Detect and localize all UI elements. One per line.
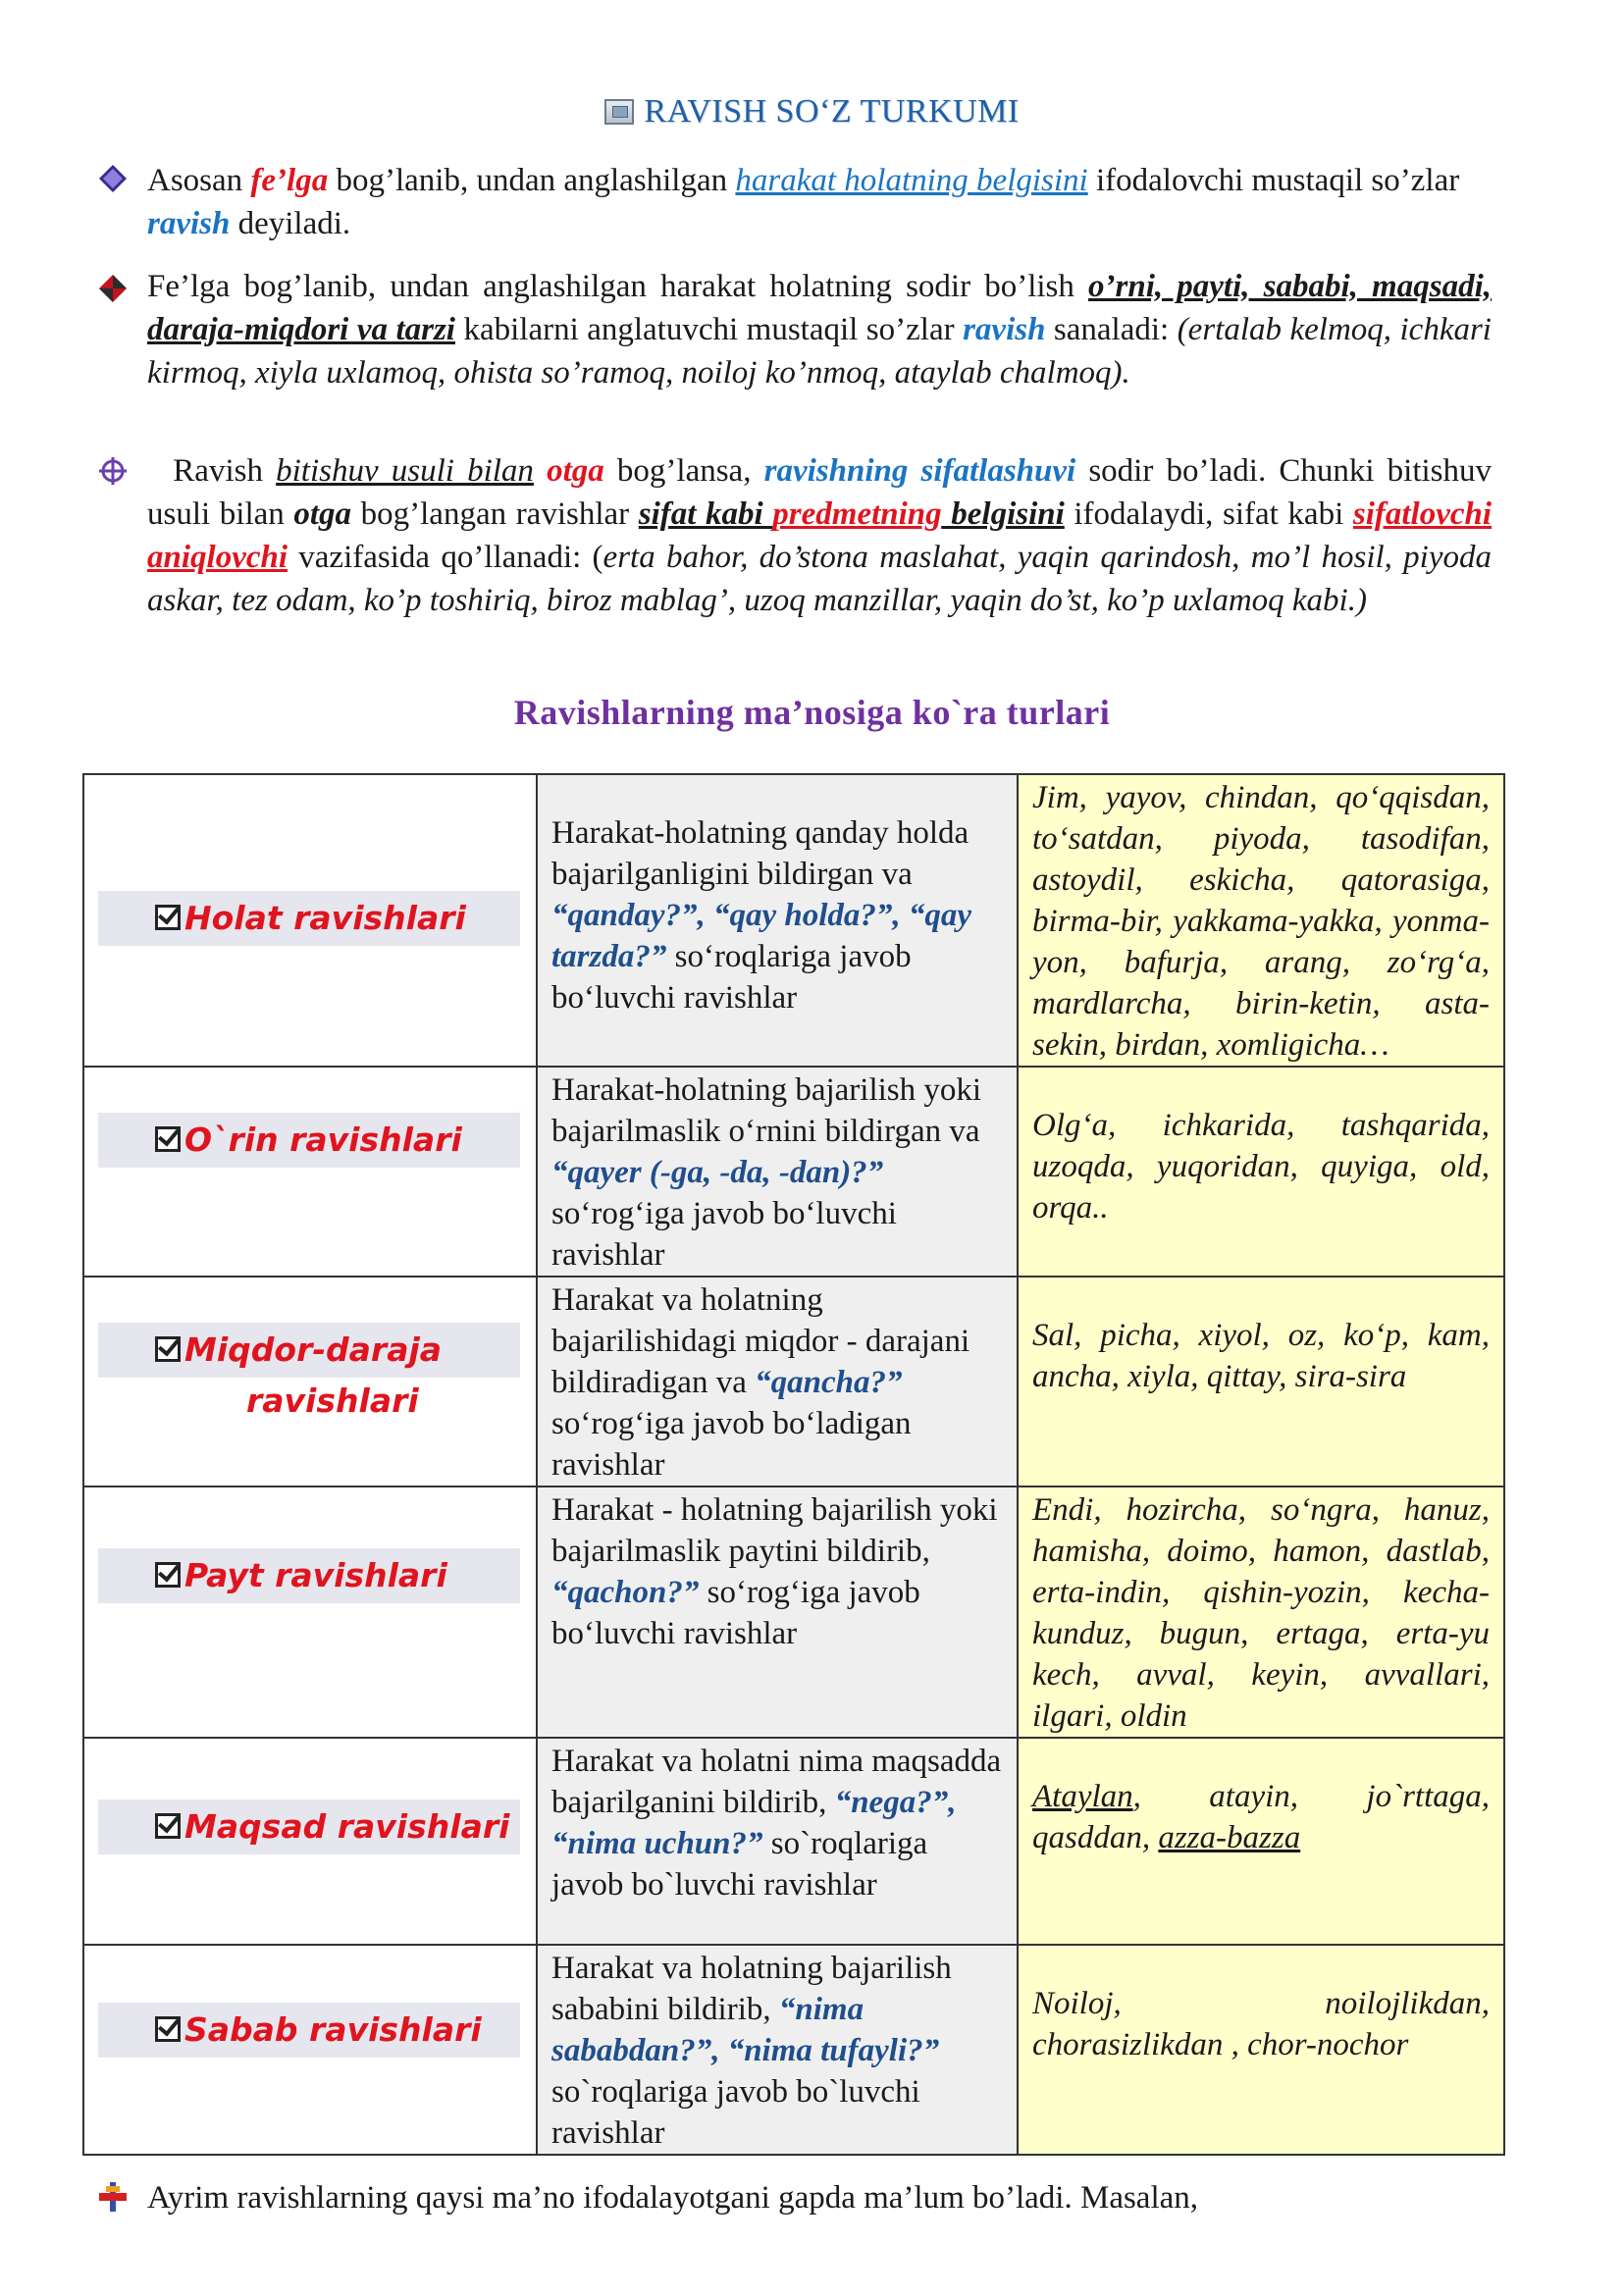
emphasis-otga-2: otga	[293, 496, 352, 532]
description-text: so`roqlariga javob bo`luvchi ravishlar	[551, 1826, 928, 1903]
type-label	[98, 1548, 520, 1603]
type-label-text: Sabab ravishlari	[184, 2010, 482, 2049]
ravish-types-table	[82, 773, 1505, 2156]
examples-text: Noiloj, noilojlikdan, chorasizlikdan , chor-nochor	[1032, 1986, 1490, 2062]
type-label-text: Maqsad ravishlari	[184, 1807, 510, 1846]
type-label	[98, 891, 520, 946]
table-row	[83, 1738, 1504, 1945]
text: deyiladi.	[230, 206, 351, 241]
emphasis-otga: otga	[547, 453, 604, 489]
crosshair-bullet-icon	[96, 454, 130, 488]
text: Fe’lga bog’lanib, undan anglashilgan harakat holatning sodir bo’lish	[147, 269, 1089, 304]
description-text: so‘roqlariga javob bo‘luvchi ravishlar	[551, 939, 912, 1016]
type-label	[98, 2003, 520, 2058]
checkbox-icon	[155, 1336, 181, 1362]
checkbox-icon	[155, 1126, 181, 1152]
question-text: “qayer (-ga, -da, -dan)?”	[551, 1155, 884, 1190]
table-heading: Ravishlarning ma’nosiga ko`ra turlari	[513, 693, 1111, 732]
type-label-text: Holat ravishlari	[184, 899, 466, 937]
description-text: Harakat va holatning bajarilish sababini bildirib,	[551, 1951, 952, 2027]
description-text: so‘rog‘iga javob bo‘luvchi ravishlar	[551, 1196, 897, 1273]
description-text: Harakat-holatning bajarilish yoki bajarilmaslik o‘rnini bildirgan va	[551, 1072, 982, 1149]
text: ifodalovchi mustaqil so’zlar	[1087, 163, 1460, 198]
text: Asosan	[147, 163, 243, 198]
diamond-bullet-icon	[96, 162, 130, 195]
emphasis-felga: fe’lga	[250, 163, 329, 198]
description-cell	[537, 1067, 1018, 1277]
text: sanaladi:	[1045, 312, 1178, 347]
text: bog’lanib, undan anglashilgan	[328, 163, 736, 198]
text: bog’lansa,	[603, 453, 764, 489]
emphasis-sifatlashuv: ravishning sifatlashuvi	[763, 453, 1076, 489]
question-text: “qachon?”	[551, 1575, 700, 1610]
question-text: “nima sababdan?”, “nima tufayli?”	[551, 1992, 940, 2068]
type-cell	[83, 1067, 537, 1277]
question-text: “nega?”, “nima uchun?”	[551, 1785, 957, 1861]
footer-paragraph: Ayrim ravishlarning qaysi ma’no ifodalayotgani gapda ma’lum bo’ladi. Masalan,	[147, 2180, 1199, 2216]
table-row	[83, 1945, 1504, 2155]
example-ataylan-link[interactable]: Ataylan	[1032, 1779, 1133, 1814]
table-row	[83, 1067, 1504, 1277]
type-label	[98, 1323, 520, 1378]
emphasis-categories: o’rni, payti, sababi, maqsadi, daraja-miqdori va tarzi	[147, 269, 1492, 347]
description-cell	[537, 1945, 1018, 2155]
examples-text: Endi, hozircha, so‘ngra, hanuz, hamisha, doimo, hamon, dastlab, erta-indin, qishin-yozin, kecha-kunduz, bugun, ertaga, erta-yu kech, avval, keyin, avvallari, ilgari, oldin	[1032, 1492, 1490, 1734]
emphasis-predmetning: predmetning	[772, 496, 942, 532]
emphasis-belgisini: belgisini	[941, 496, 1065, 532]
description-cell	[537, 1487, 1018, 1738]
explanation-paragraph	[147, 265, 1492, 394]
type-label-text: Miqdor-daraja	[184, 1330, 443, 1369]
examples-cell	[1018, 1738, 1504, 1945]
book-icon	[604, 99, 634, 125]
description-text: Harakat - holatning bajarilish yoki bajarilmaslik paytini bildirib,	[551, 1492, 998, 1569]
description-text: Harakat va holatning bajarilishidagi miqdor - darajani bildiradigan va	[551, 1282, 970, 1400]
checkbox-icon	[155, 905, 181, 930]
type-label-text: O`rin ravishlari	[184, 1121, 462, 1159]
harakat-holatning-belgisini-link[interactable]: harakat holatning belgisini	[735, 163, 1088, 198]
type-label	[98, 1799, 520, 1854]
text: vazifasida qo’llanadi: (	[288, 540, 603, 575]
examples-cell	[1018, 1277, 1504, 1487]
text: Ravish	[173, 453, 277, 489]
question-text: “qanday?”, “qay holda?”, “qay tarzda?”	[551, 898, 972, 974]
description-cell	[537, 774, 1018, 1067]
examples-text: Jim, yayov, chindan, qo‘qqisdan, to‘satdan, piyoda, tasodifan, astoydil, eskicha, qatorasiga, birma-bir, yakkama-yakka, yonma-yon, bafurja, arang, zo‘rg‘a, mardlarcha, birin-ketin, asta-sekin, birdan, xomligicha…	[1032, 780, 1490, 1063]
table-row	[83, 1487, 1504, 1738]
examples-cell	[1018, 774, 1504, 1067]
checkbox-icon	[155, 1813, 181, 1839]
description-text: Harakat-holatning qanday holda bajarilganligini bildirgan va	[551, 815, 969, 892]
text: bog’langan ravishlar	[351, 496, 639, 532]
emphasis-ravish: ravish	[963, 312, 1046, 347]
examples-text: erta bahor, do’stona maslahat, yaqin qarindosh, mo’l hosil, piyoda askar, tez odam, ko’p toshiriq, biroz mablag’, uzoq manzillar, yaqin do’st, ko’p uxlamoq kabi.)	[147, 540, 1492, 618]
emphasis-sifat-kabi: sifat kabi	[638, 496, 773, 532]
description-text: so‘rog‘iga javob bo‘ladigan ravishlar	[551, 1406, 912, 1483]
type-cell	[83, 1487, 537, 1738]
type-cell	[83, 1738, 537, 1945]
emphasis-ravish: ravish	[147, 206, 231, 241]
type-label-text-line2: ravishlari	[246, 1382, 419, 1420]
examples-cell	[1018, 1487, 1504, 1738]
examples-cell	[1018, 1067, 1504, 1277]
adjectivization-paragraph	[147, 449, 1492, 622]
description-cell	[537, 1277, 1018, 1487]
examples-cell	[1018, 1945, 1504, 2155]
table-row	[83, 774, 1504, 1067]
arrow-diamond-bullet-icon	[96, 272, 130, 305]
description-text: Harakat va holatni nima maqsadda bajarilganini bildirib,	[551, 1744, 1002, 1820]
type-cell	[83, 1945, 537, 2155]
text: kabilarni anglatuvchi mustaqil so’zlar	[454, 312, 964, 347]
table-row	[83, 1277, 1504, 1487]
emphasis-sifatlovchi: sifatlovchi aniqlovchi	[147, 496, 1493, 575]
type-cell	[83, 1277, 537, 1487]
examples-text: Sal, picha, xiyol, oz, ko‘p, kam, ancha, xiyla, qittay, sira-sira	[1032, 1318, 1490, 1394]
question-text: “qancha?”	[755, 1365, 903, 1400]
checkbox-icon	[155, 1562, 181, 1588]
examples-text: Olg‘a, ichkarida, tashqarida, uzoqda, yuqoridan, quyiga, old, orqa..	[1032, 1108, 1490, 1226]
type-label	[98, 1113, 520, 1168]
text: ifodalaydi, sifat kabi	[1064, 496, 1353, 532]
definition-paragraph	[147, 159, 1492, 245]
example-azza-bazza-link[interactable]: azza-bazza	[1158, 1820, 1301, 1855]
emphasis-bitishuv: bitishuv usuli bilan	[276, 453, 534, 489]
checkbox-icon	[155, 2016, 181, 2042]
examples-text: (ertalab kelmoq, ichkari kirmoq, xiyla uxlamoq, ohista so’ramoq, noiloj ko’nmoq, ataylab chalmoq).	[147, 312, 1492, 391]
text: sodir bo’ladi. Chunki bitishuv usuli bilan	[147, 453, 1493, 532]
description-text: so‘rog‘iga javob bo‘luvchi ravishlar	[551, 1575, 920, 1651]
examples-text: , atayin, jo`rttaga, qasddan,	[1032, 1779, 1490, 1855]
pin-bullet-icon	[96, 2180, 130, 2214]
type-label-text: Payt ravishlari	[184, 1556, 447, 1594]
description-text: so`roqlariga javob bo`luvchi ravishlar	[551, 2074, 920, 2151]
page-title	[0, 93, 1624, 130]
description-cell	[537, 1738, 1018, 1945]
page-title-text: RAVISH SO‘Z TURKUMI	[644, 93, 1020, 130]
type-cell	[83, 774, 537, 1067]
